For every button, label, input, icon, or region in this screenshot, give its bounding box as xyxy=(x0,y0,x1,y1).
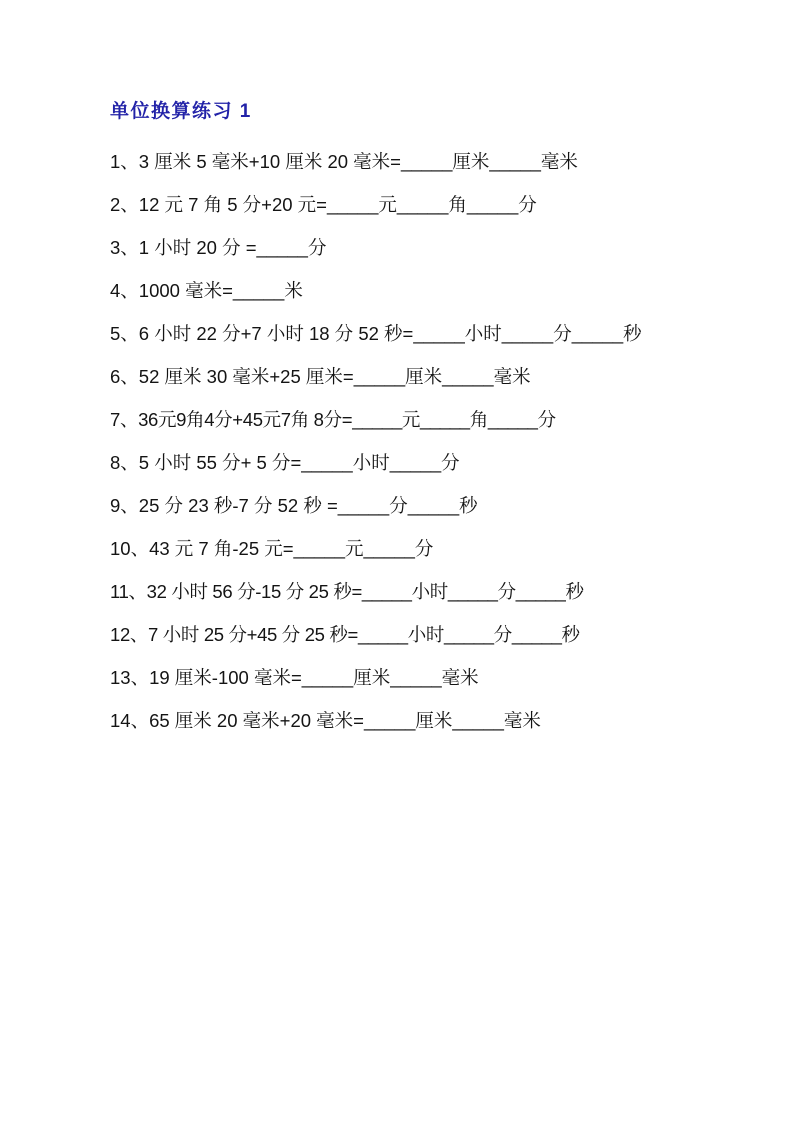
problem-item xyxy=(110,226,685,269)
worksheet-content xyxy=(110,98,685,742)
problem-number: 8、 xyxy=(110,452,139,473)
problem-number: 14、 xyxy=(110,710,150,731)
problem-item xyxy=(110,656,685,699)
problem-item xyxy=(110,183,685,226)
problem-number: 12、 xyxy=(110,624,149,645)
problem-item xyxy=(110,269,685,312)
problem-text: 1000 毫米=_____米 xyxy=(138,280,303,301)
problem-text: 7 小时 25 分+45 分 25 秒=_____小时_____分_____秒 xyxy=(148,624,580,645)
problem-text: 5 小时 55 分+ 5 分=_____小时_____分 xyxy=(138,452,460,473)
problem-number: 5、 xyxy=(110,323,139,344)
problem-item xyxy=(110,570,685,613)
problem-number: 10、 xyxy=(110,538,150,559)
problem-item xyxy=(110,140,685,183)
problem-number: 6、 xyxy=(110,366,139,387)
problem-item xyxy=(110,527,685,570)
problem-number: 13、 xyxy=(110,667,150,688)
problem-text: 25 分 23 秒-7 分 52 秒 =_____分_____秒 xyxy=(138,495,478,516)
problem-number: 2、 xyxy=(110,194,139,215)
page-title: 单位换算练习 1 xyxy=(110,101,252,122)
problem-number: 1、 xyxy=(110,151,139,172)
problem-item xyxy=(110,699,685,742)
problem-number: 11、 xyxy=(110,581,147,602)
problem-item xyxy=(110,355,685,398)
problem-text: 6 小时 22 分+7 小时 18 分 52 秒=_____小时_____分_____秒 xyxy=(138,323,642,344)
problem-text: 3 厘米 5 毫米+10 厘米 20 毫米=_____厘米_____毫米 xyxy=(138,151,578,172)
problem-text: 19 厘米-100 毫米=_____厘米_____毫米 xyxy=(149,667,479,688)
problem-item xyxy=(110,484,685,527)
problem-item xyxy=(110,613,685,656)
problem-number: 9、 xyxy=(110,495,139,516)
problem-item xyxy=(110,398,685,441)
problem-number: 3、 xyxy=(110,237,139,258)
problem-number: 4、 xyxy=(110,280,139,301)
problem-text: 1 小时 20 分 =_____分 xyxy=(138,237,327,258)
problem-text: 52 厘米 30 毫米+25 厘米=_____厘米_____毫米 xyxy=(138,366,531,387)
problem-list xyxy=(110,140,685,742)
problem-text: 36元9角4分+45元7角 8分=_____元_____角_____分 xyxy=(138,409,556,430)
problem-item xyxy=(110,312,685,355)
problem-number: 7、 xyxy=(110,409,139,430)
problem-text: 32 小时 56 分-15 分 25 秒=_____小时_____分_____秒 xyxy=(146,581,584,602)
problem-text: 65 厘米 20 毫米+20 毫米=_____厘米_____毫米 xyxy=(149,710,541,731)
problem-item xyxy=(110,441,685,484)
problem-text: 43 元 7 角-25 元=_____元_____分 xyxy=(149,538,434,559)
problem-text: 12 元 7 角 5 分+20 元=_____元_____角_____分 xyxy=(138,194,537,215)
